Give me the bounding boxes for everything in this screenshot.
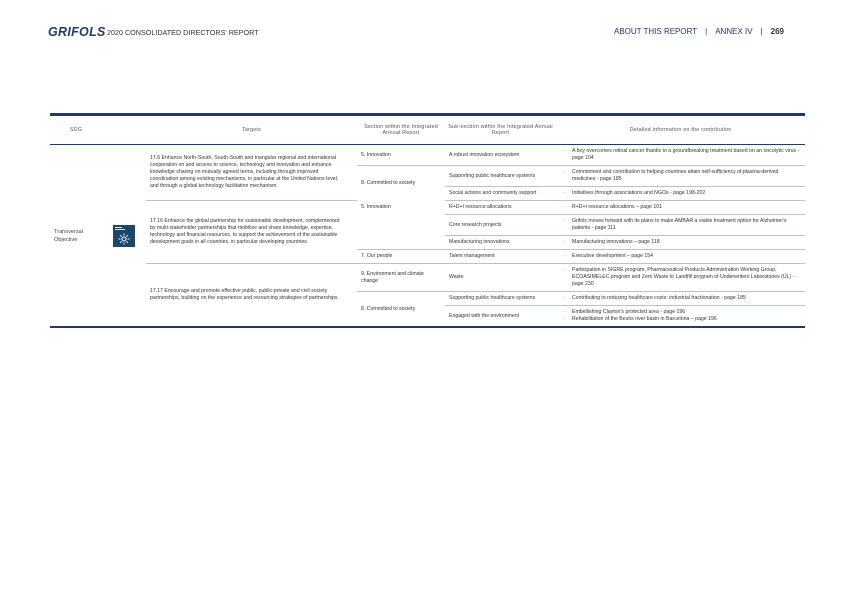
section-cell: 8. Committed to society bbox=[361, 305, 416, 312]
detail-cell bbox=[556, 201, 805, 215]
detail-cell bbox=[556, 292, 805, 306]
col-header-sdg: SDG bbox=[50, 116, 102, 145]
nav-separator: | bbox=[760, 27, 763, 36]
report-title: 2020 CONSOLIDATED DIRECTORS' REPORT bbox=[107, 28, 259, 37]
detail-item: · R+D+I resource allocations – page 101 bbox=[564, 204, 801, 211]
subsection-cell: Waste bbox=[445, 264, 556, 292]
section-cell bbox=[357, 215, 445, 236]
subsection-cell: Social actions and community support bbox=[445, 187, 556, 201]
page-number: 269 bbox=[770, 27, 784, 36]
col-header-targets: Targets bbox=[146, 116, 357, 145]
sdg-table bbox=[50, 113, 805, 328]
detail-item: · Participation in SIGRE program, Pharmaceutical Products Administration Working Group, ECOASIMELEC program and Zero Waste to Landfill program of Underwriters Laboratories (UL) - page 230 bbox=[564, 267, 801, 288]
grifols-logo: GRIFOLS bbox=[48, 25, 106, 39]
subsection-cell: R+D+I resource allocations bbox=[445, 201, 556, 215]
nav-separator: | bbox=[705, 27, 708, 36]
detail-cell bbox=[556, 215, 805, 236]
table-row bbox=[50, 264, 805, 292]
section-cell: 5. Innovation bbox=[361, 204, 391, 210]
table-bottom-rule bbox=[50, 326, 805, 328]
detail-item: · Contributing to reducing healthcare costs: industrial fractionation - page 185 bbox=[564, 295, 801, 302]
detail-item: · Manufacturing innovations – page 118 bbox=[564, 239, 801, 246]
section-cell: 9. Environment and climate change bbox=[357, 264, 445, 292]
col-header-detail: Detailed information on the contribution bbox=[556, 116, 805, 145]
detail-item: · A boy overcomes retinal cancer thanks to a groundbreaking treatment based on an oncolytic virus - page 104 bbox=[564, 148, 801, 162]
subsection-cell: Engaged with the environment bbox=[449, 312, 520, 319]
section-cell: 7. Our people bbox=[357, 250, 445, 264]
sdg-label: Transversal Objective bbox=[54, 228, 84, 243]
table-header-row bbox=[50, 116, 805, 145]
col-header-subsection: Sub-section within the Integrated Annual Report bbox=[445, 116, 556, 145]
subsection-cell: Manufacturing innovations bbox=[445, 236, 556, 250]
table-row bbox=[50, 201, 805, 215]
detail-cell bbox=[556, 264, 805, 292]
table-row bbox=[50, 145, 805, 166]
detail-item: · Initiatives through associations and NGOs - page 198-202 bbox=[564, 190, 801, 197]
detail-cell bbox=[556, 187, 805, 201]
col-header-section: Section within the Integrated Annual Report bbox=[357, 116, 445, 145]
detail-cell bbox=[556, 145, 805, 166]
subsection-cell: Talent management bbox=[445, 250, 556, 264]
nav-annex-link[interactable]: ANNEX IV bbox=[715, 27, 753, 36]
detail-item: · Commitment and contribution to helping countries attain self-sufficiency of plasma-derived medicines - page 185 bbox=[564, 169, 801, 183]
contribution-table bbox=[50, 116, 805, 326]
subsection-cell: Supporting public healthcare systems bbox=[445, 166, 556, 187]
subsection-cell: A robust innovation ecosystem bbox=[445, 145, 556, 166]
target-17-6: 17.6 Enhance North-South, South-South and triangular regional and international cooperation on and access to science, technology and innovation and enhance knowledge sharing on mutually agreed terms, including through improved coordination among existing mechanisms, in particular at the United Nations level, and through a global technology facilitation mechanism. bbox=[146, 145, 357, 201]
detail-item: · Executive development – page 154 bbox=[564, 253, 801, 260]
section-cell: 8. Committed to society bbox=[361, 179, 416, 186]
col-header-icon bbox=[102, 116, 146, 145]
detail-cell bbox=[556, 236, 805, 250]
sdg-icon-cell bbox=[102, 145, 146, 327]
header-nav bbox=[614, 27, 784, 36]
detail-cell bbox=[556, 250, 805, 264]
subsection-cell: Core research projects bbox=[445, 215, 556, 236]
nav-section-link[interactable]: ABOUT THIS REPORT bbox=[614, 27, 698, 36]
detail-cell bbox=[556, 306, 805, 327]
subsection-cell: Supporting public healthcare systems bbox=[445, 292, 556, 306]
detail-item: · Rehabilitation of the Besòs river basin in Barcelona – page 196 bbox=[564, 316, 801, 323]
detail-item: · Grifols moves forward with its plans to make AMBAR a viable treatment option for Alzheimer's patients - page 111 bbox=[564, 218, 801, 232]
section-cell: 5. Innovation bbox=[357, 145, 445, 166]
target-17-17: 17.17 Encourage and promote effective public, public-private and civil society partnerships, building on the experience and resourcing strategies of partnerships. bbox=[150, 288, 339, 301]
target-17-16: 17.16 Enhance the global partnership for sustainable development, complemented by multi-stakeholder partnerships that mobilize and share knowledge, expertise, technology and financial resources, to support the achievement of the sustainable development goals in all countries, in particular developing countries. bbox=[146, 201, 357, 264]
sdg-17-partnerships-icon bbox=[113, 225, 135, 247]
detail-item: · Embellishing Clayton's protected area - page 196 bbox=[564, 309, 801, 316]
page-header bbox=[0, 0, 850, 60]
section-cell bbox=[357, 236, 445, 250]
detail-cell bbox=[556, 166, 805, 187]
